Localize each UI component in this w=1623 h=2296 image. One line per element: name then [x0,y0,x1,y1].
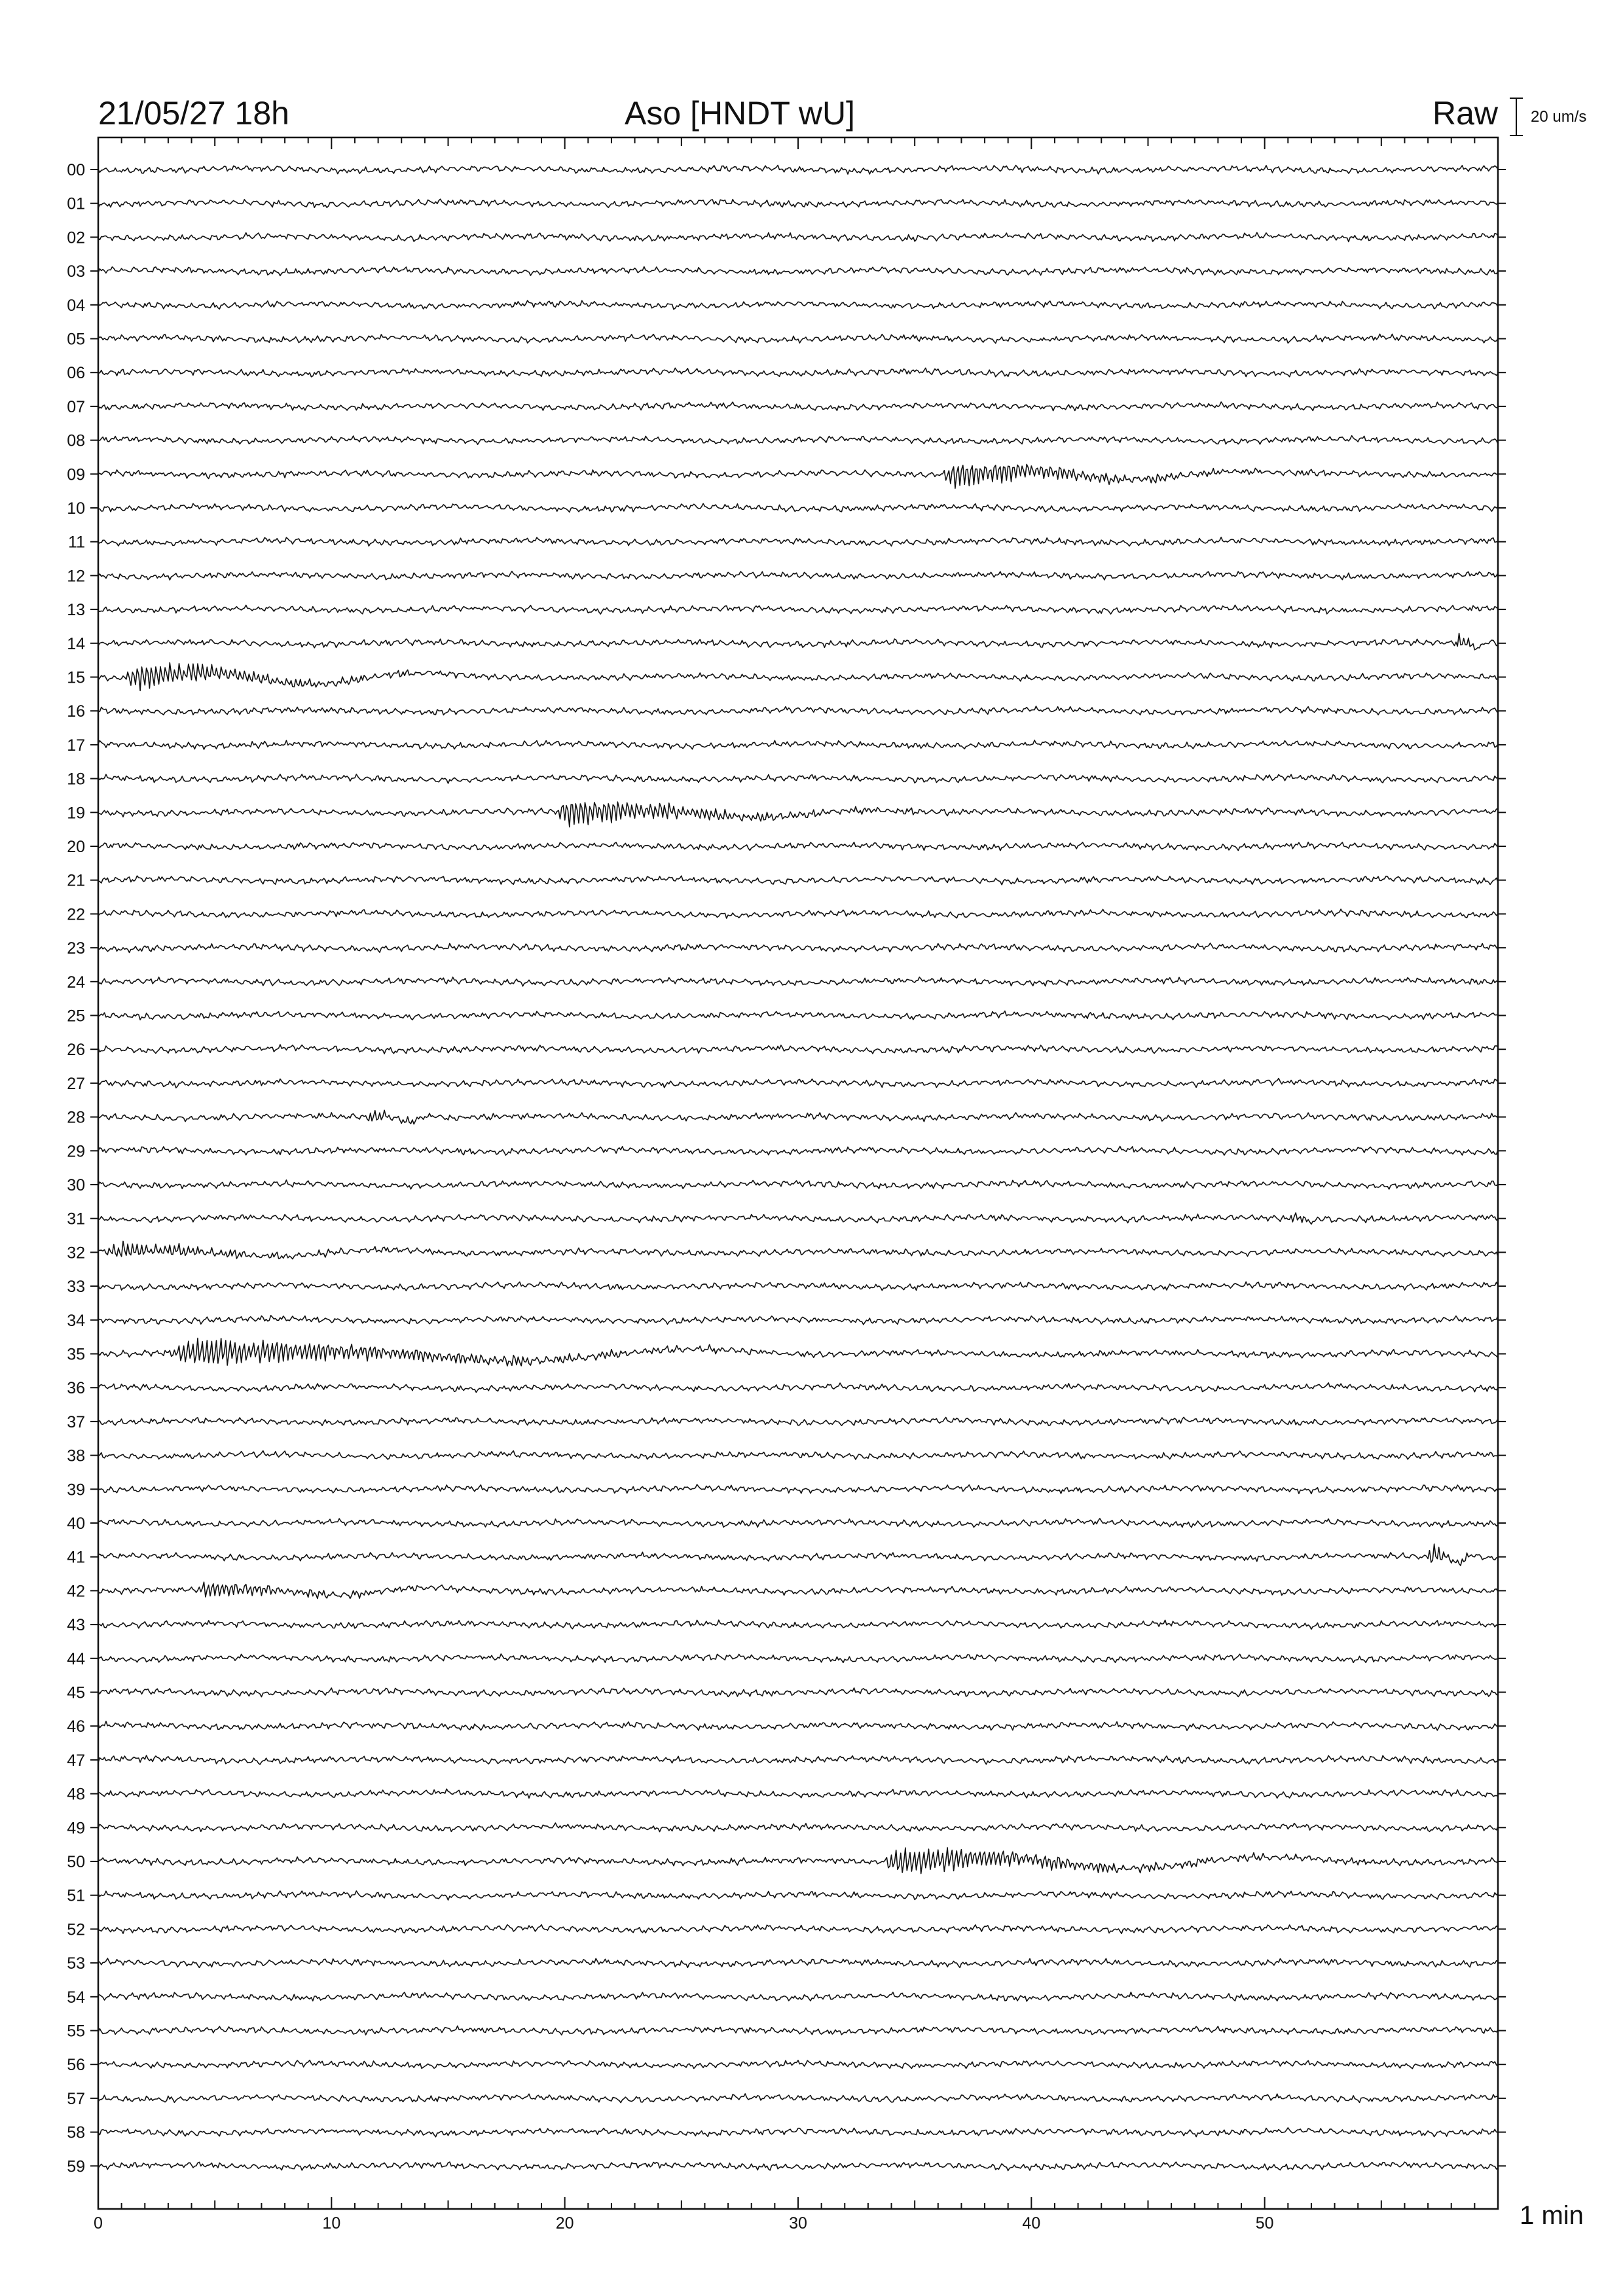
row-label: 36 [67,1379,85,1398]
seismic-trace [98,1451,1498,1460]
row-label: 12 [67,567,85,586]
seismic-trace [98,1721,1498,1731]
seismic-trace [98,1789,1498,1798]
row-label: 09 [67,465,85,484]
row-label: 59 [67,2157,85,2176]
seismic-trace [98,1654,1498,1662]
row-label: 15 [67,668,85,687]
seismic-trace [98,1688,1498,1697]
seismic-trace [98,232,1498,242]
station-title: Aso [HNDT wU] [625,95,855,132]
row-label: 05 [67,330,85,349]
row-label: 11 [68,533,85,552]
row-label: 43 [67,1616,85,1635]
row-label: 42 [67,1582,85,1601]
row-label: 48 [67,1785,85,1804]
seismic-trace [98,334,1498,343]
x-tick-label-group [94,2214,1274,2233]
seismic-trace [98,2094,1498,2103]
row-label: 39 [67,1480,85,1499]
row-label: 32 [67,1244,85,1263]
row-label: 22 [67,905,85,924]
x-tick-label: 20 [555,2214,574,2233]
seismic-trace [98,1180,1498,1189]
row-label: 33 [67,1278,85,1297]
seismic-trace [98,1045,1498,1054]
seismic-trace [98,774,1498,783]
row-label: 08 [67,431,85,450]
frame-ticks [98,137,1498,2209]
seismic-trace [98,199,1498,208]
seismic-trace [98,1213,1498,1224]
plot-frame [98,137,1498,2209]
seismic-trace [98,1417,1498,1426]
row-label: 29 [67,1142,85,1161]
seismic-trace [98,2060,1498,2069]
scale-bar-label: 20 um/s [1531,108,1587,126]
seismic-trace [98,1147,1498,1156]
row-label: 10 [67,499,85,518]
row-label: 58 [67,2123,85,2142]
seismic-trace [98,1110,1498,1124]
x-tick-label: 50 [1255,2214,1274,2233]
row-label: 44 [67,1649,85,1668]
seismic-trace [98,1544,1498,1566]
row-label: 52 [67,1920,85,1939]
row-label: 38 [67,1446,85,1465]
seismic-trace [98,402,1498,411]
x-axis-unit-label: 1 min [1520,2201,1584,2230]
row-label: 18 [67,770,85,789]
row-label: 35 [67,1345,85,1364]
row-label-group [67,161,85,2176]
row-label: 23 [67,939,85,958]
seismic-trace [98,1582,1498,1598]
row-label: 57 [67,2089,85,2108]
seismic-trace [98,663,1498,691]
seismic-trace [98,1484,1498,1494]
seismic-trace [98,300,1498,310]
seismic-trace [98,977,1498,986]
row-label: 19 [67,804,85,823]
seismic-trace [98,2026,1498,2035]
row-label: 49 [67,1819,85,1838]
amplitude-scale-bar [1510,98,1523,135]
seismic-trace [98,1848,1498,1874]
row-label: 55 [67,2022,85,2041]
seismic-trace [98,634,1498,650]
mode-label: Raw [1432,95,1498,132]
row-label: 01 [67,194,85,213]
row-label: 00 [67,161,85,179]
seismic-trace [98,1823,1498,1831]
seismic-trace [98,2162,1498,2170]
seismic-trace [98,537,1498,547]
seismic-trace [98,909,1498,918]
row-label: 14 [67,634,85,653]
trace-group [90,166,1506,2171]
row-label: 46 [67,1717,85,1736]
datetime-label: 21/05/27 18h [98,95,289,132]
seismic-trace [98,1518,1498,1528]
row-label: 54 [67,1988,85,2007]
seismic-trace [98,1620,1498,1629]
row-label: 50 [67,1853,85,1871]
seismic-trace [98,1958,1498,1967]
seismic-trace [98,1383,1498,1393]
row-label: 30 [67,1176,85,1194]
row-label: 21 [67,871,85,890]
seismic-trace [98,166,1498,175]
row-label: 02 [67,228,85,247]
row-label: 27 [67,1074,85,1093]
seismic-trace [98,605,1498,615]
seismic-trace [98,368,1498,377]
seismic-trace [98,464,1498,488]
row-label: 45 [67,1683,85,1702]
x-tick-label: 10 [322,2214,341,2233]
seismic-trace [98,842,1498,851]
row-label: 03 [67,262,85,281]
seismic-trace [98,1755,1498,1765]
x-tick-label: 30 [789,2214,807,2233]
seismic-trace [98,1891,1498,1900]
seismic-trace [98,1338,1498,1367]
seismic-trace [98,802,1498,827]
row-label: 47 [67,1751,85,1770]
seismic-trace [98,1079,1498,1088]
seismic-trace [98,503,1498,512]
x-tick-label: 40 [1022,2214,1041,2233]
row-label: 07 [67,397,85,416]
row-label: 24 [67,973,85,992]
seismic-trace [98,1316,1498,1325]
row-label: 20 [67,838,85,856]
seismic-trace [98,571,1498,580]
seismic-trace [98,436,1498,444]
seismic-trace [98,266,1498,276]
seismic-trace [98,706,1498,715]
seismic-trace [98,876,1498,885]
row-label: 17 [67,736,85,755]
row-label: 25 [67,1007,85,1026]
row-label: 51 [67,1886,85,1905]
row-label: 04 [67,296,85,315]
seismic-trace [98,1011,1498,1020]
row-label: 53 [67,1954,85,1973]
seismic-trace [98,740,1498,749]
seismic-trace [98,1241,1498,1259]
row-label: 31 [67,1210,85,1229]
row-label: 16 [67,702,85,721]
x-tick-label: 0 [94,2214,103,2233]
seismic-trace [98,1992,1498,2001]
seismic-trace [98,2128,1498,2137]
row-label: 37 [67,1412,85,1431]
seismic-trace [98,1282,1498,1291]
row-label: 34 [67,1311,85,1330]
row-label: 41 [67,1548,85,1567]
seismic-trace [98,943,1498,952]
row-label: 40 [67,1515,85,1533]
row-label: 56 [67,2056,85,2075]
row-label: 28 [67,1108,85,1127]
row-label: 26 [67,1041,85,1060]
row-label: 13 [67,601,85,620]
row-label: 06 [67,364,85,383]
seismic-trace [98,1925,1498,1934]
